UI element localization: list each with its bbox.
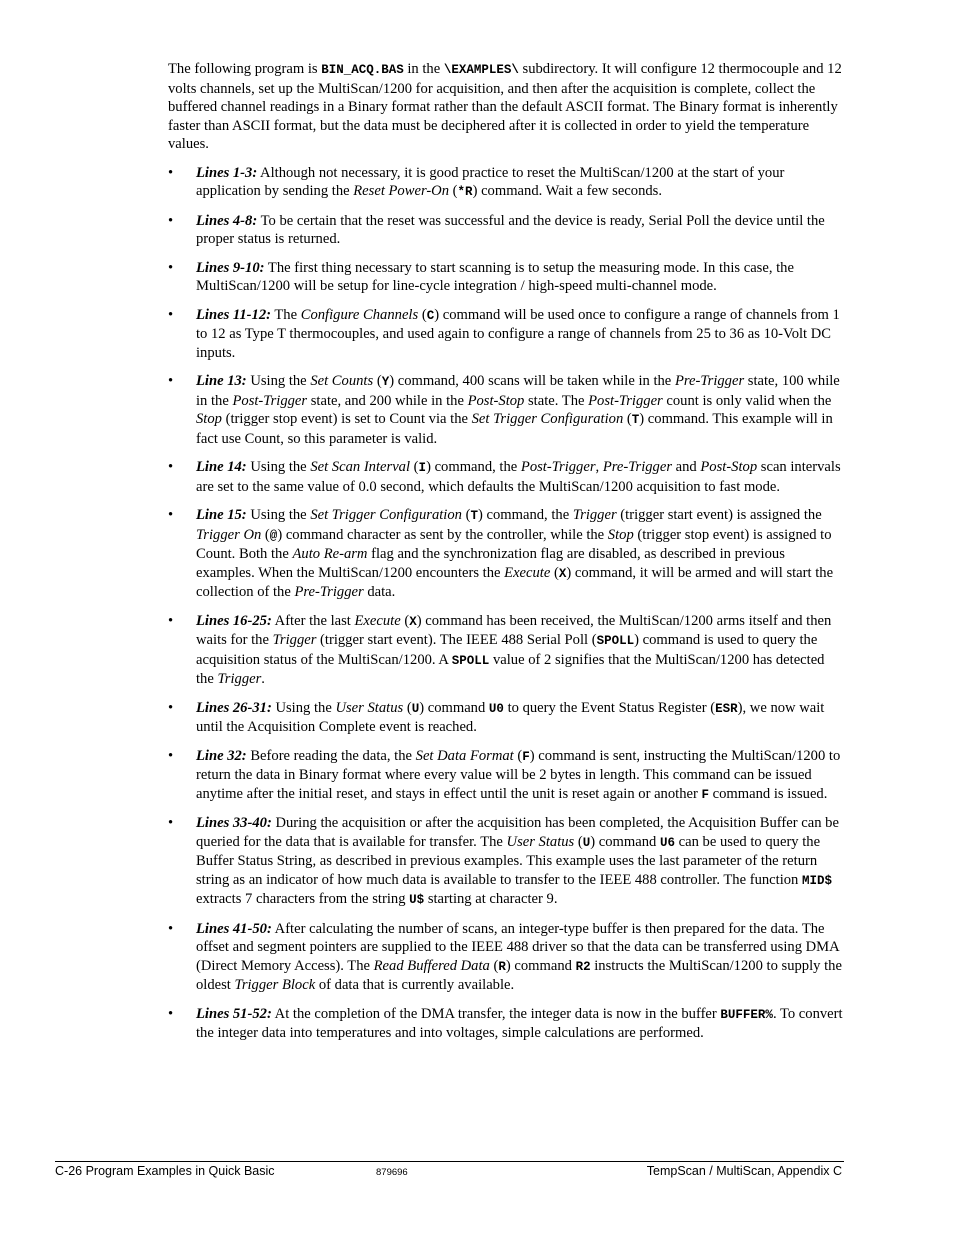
- bullet-icon: •: [168, 507, 174, 523]
- list-item: • Line 14: Using the Set Scan Interval (I) command, the Post-Trigger, Pre-Trigger and Post-Stop scan intervals are set to the same value of 0.0 second, which defaults the MultiScan/1200 acquisition to fast mode.: [168, 459, 841, 495]
- bullet-icon: •: [168, 259, 174, 276]
- list-item: • Lines 9-10: The first thing necessary to start scanning is to setup the measuring mode. In this case, the MultiScan/1200 will be setup for line-cycle integration / high-speed multi-channel mode.: [168, 259, 794, 294]
- list-item: • Lines 26-31: Using the User Status (U) command U0 to query the Event Status Register (ESR), we now wait until the Acquisition Complete event is reached.: [168, 699, 825, 735]
- footer-divider: [55, 1161, 844, 1162]
- list-item: • Lines 11-12: The Configure Channels (C) command will be used once to configure a range of channels from 1 to 12 as Type T thermocouples, and used again to configure a range of channels from 25 to 36 as 10-Volt DC inputs.: [168, 306, 840, 361]
- page-body: [168, 60, 844, 1053]
- footer-doc-number: 879696: [376, 1167, 408, 1178]
- bullet-icon: •: [168, 1005, 174, 1022]
- list-item: • Lines 41-50: After calculating the number of scans, an integer-type buffer is then prepared for the data. The offset and segment pointers are supplied to the IEEE 488 driver so that the data can be transferred using DMA (Direct Memory Access). The Read Buffered Data (R) command R2 instructs the MultiScan/1200 to supply the oldest Trigger Block of data that is currently available.: [168, 920, 842, 993]
- bullet-icon: •: [168, 306, 174, 323]
- bullet-list: [168, 164, 844, 1043]
- bullet-icon: •: [168, 612, 174, 629]
- bullet-icon: •: [168, 459, 174, 475]
- bullet-icon: •: [168, 699, 174, 716]
- bullet-icon: •: [168, 747, 174, 764]
- code-directory: \EXAMPLES\: [443, 63, 519, 77]
- footer-page-label: C-26 Program Examples in Quick Basic: [55, 1164, 275, 1178]
- footer-manual-title: TempScan / MultiScan, Appendix C: [646, 1164, 842, 1178]
- intro-paragraph: The following program is BIN_ACQ.BAS in the \EXAMPLES\ subdirectory. It will configure 12 thermocouple and 12 volts channels, set up the MultiScan/1200 for acquisition, and then after the acquisition is complete, collect the buffered channel readings in a Binary format rather than the default ASCII format. The Binary format is inherently faster than ASCII format, but the data must be deciphered after it is collected in order to yield the temperature values.: [168, 61, 842, 152]
- bullet-icon: •: [168, 164, 174, 181]
- list-item: • Lines 4-8: To be certain that the reset was successful and the device is ready, Serial Poll the device until the proper status is returned.: [168, 212, 825, 247]
- list-item: • Lines 1-3: Although not necessary, it is good practice to reset the MultiScan/1200 at the start of your application by sending the Reset Power-On (*R) command. Wait a few seconds.: [168, 164, 785, 199]
- bullet-icon: •: [168, 373, 174, 389]
- list-item: • Line 32: Before reading the data, the Set Data Format (F) command is sent, instructing the MultiScan/1200 to return the data in Binary format where every value will be 2 bytes in length. This command can be issued anytime after the initial reset, and stays in effect until the unit is reset again or another F command is issued.: [168, 747, 841, 802]
- bullet-icon: •: [168, 212, 174, 229]
- list-item: • Line 15: Using the Set Trigger Configuration (T) command, the Trigger (trigger start event) is assigned the Trigger On (@) command character as sent by the controller, while the Stop (trigger stop event) is assigned to Count. Both the Auto Re-arm flag and the synchronization flag are disabled, as described in previous examples. When the MultiScan/1200 encounters the Execute (X) command, it will be armed and will start the collection of the Pre-Trigger data.: [168, 507, 834, 600]
- bullet-icon: •: [168, 815, 174, 831]
- code-filename: BIN_ACQ.BAS: [321, 63, 404, 77]
- list-item: • Lines 33-40: During the acquisition or after the acquisition has been completed, the Acquisition Buffer can be queried for the data that is available for transfer. The User Status (U) command U6 can be used to query the Buffer Status String, as described in previous examples. This example uses the last parameter of the return string as an indicator of how much data is available to transfer to the IEEE 488 controller. The function MID$ extracts 7 characters from the string U$ starting at character 9.: [168, 815, 839, 907]
- list-item: • Lines 51-52: At the completion of the DMA transfer, the integer data is now in the buffer BUFFER%. To convert the integer data into temperatures and into voltages, simple calculations are performed.: [168, 1005, 843, 1041]
- list-item: • Lines 16-25: After the last Execute (X) command has been received, the MultiScan/1200 arms itself and then waits for the Trigger (trigger start event). The IEEE 488 Serial Poll (SPOLL) command is used to query the acquisition status of the MultiScan/1200. A SPOLL value of 2 signifies that the MultiScan/1200 has detected the Trigger.: [168, 612, 832, 687]
- list-item: • Line 13: Using the Set Counts (Y) command, 400 scans will be taken while in the Pre-Trigger state, 100 while in the Post-Trigger state, and 200 while in the Post-Stop state. The Post-Trigger count is only valid when the Stop (trigger stop event) is set to Count via the Set Trigger Configuration (T) command. This example will in fact use Count, so this parameter is valid.: [168, 373, 840, 447]
- bullet-icon: •: [168, 920, 174, 937]
